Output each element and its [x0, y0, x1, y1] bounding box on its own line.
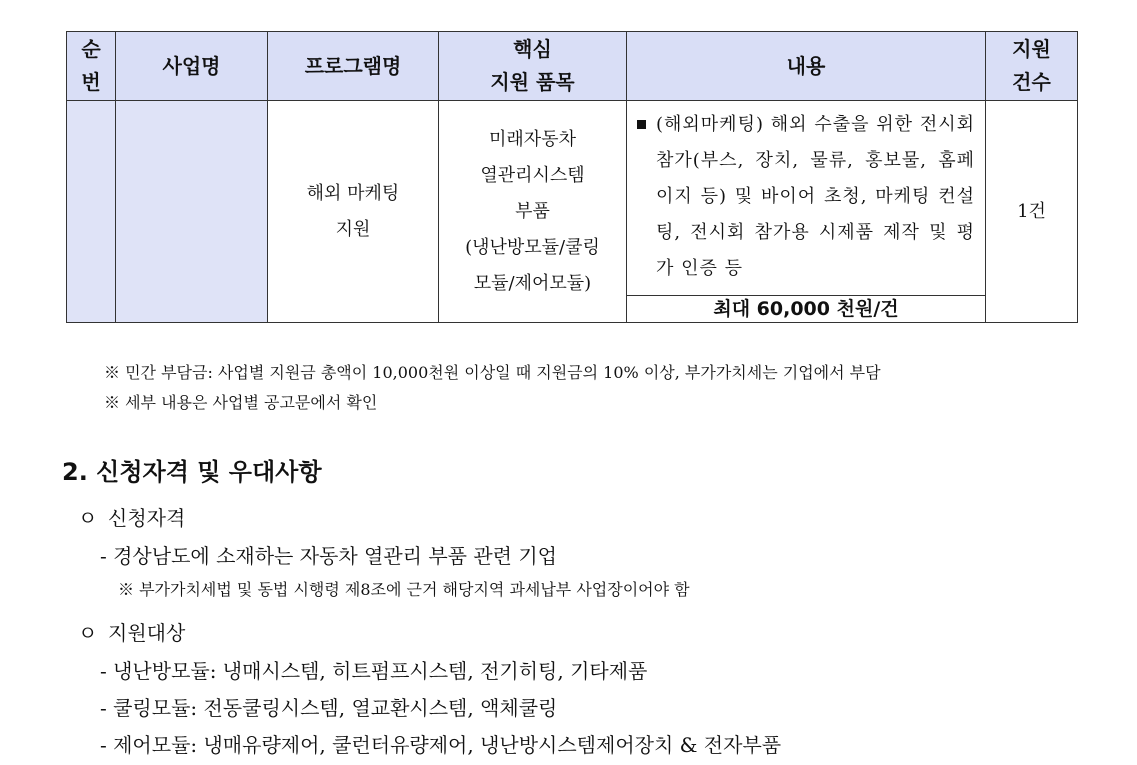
header-core-items: [439, 32, 627, 101]
target-item-control: - 제어모듈: 냉매유량제어, 쿨런터유량제어, 냉난방시스템제어장치 & 전자부품: [100, 733, 782, 757]
header-count-line1: 지원: [1012, 37, 1051, 61]
header-no: [67, 32, 116, 101]
program-line2: 지원: [335, 218, 371, 240]
content-bullet: [637, 107, 975, 287]
note-private-share: ※ 민간 부담금: 사업별 지원금 총액이 10,000천원 이상일 때 지원금의 10% 이상, 부가가치세는 기업에서 부담: [104, 363, 881, 382]
note-details: ※ 세부 내용은 사업별 공고문에서 확인: [104, 393, 378, 412]
header-program: 프로그램명: [268, 32, 439, 101]
header-content: 내용: [627, 32, 986, 101]
cell-content: [627, 101, 986, 296]
content-text: (해외마케팅) 해외 수출을 위한 전시회 참가(부스, 장치, 물류, 홍보물, 홈페이지 등) 및 바이어 초청, 마케팅 컨설팅, 전시회 참가용 시제품 제작 및 평가 인증 등: [656, 114, 975, 279]
program-line1: 해외 마케팅: [306, 182, 400, 204]
cell-no: [67, 101, 116, 323]
header-no-line2: 번: [81, 70, 101, 94]
core-item-line5: 모듈/제어모듈): [473, 272, 592, 294]
table-header-row: [67, 32, 1078, 101]
header-no-line1: 순: [81, 37, 101, 61]
eligibility-note: ※ 부가가치세법 및 동법 시행령 제8조에 근거 해당지역 과세납부 사업장이어야 함: [118, 580, 690, 599]
header-count-line2: 건수: [1012, 70, 1051, 94]
cell-business: [116, 101, 268, 323]
table-notes: [104, 358, 881, 418]
cell-core-items: [439, 101, 627, 323]
eligibility-label: 신청자격: [108, 506, 186, 530]
eligibility-item: - 경상남도에 소재하는 자동차 열관리 부품 관련 기업: [100, 544, 557, 568]
cell-program: [268, 101, 439, 323]
core-item-line2: 열관리시스템: [480, 164, 585, 186]
eligibility-heading: [78, 502, 185, 531]
table-row: [67, 101, 1078, 296]
header-count: [986, 32, 1078, 101]
cell-count: 1건: [986, 101, 1078, 323]
cell-max-amount: 최대 60,000 천원/건: [627, 296, 986, 323]
circle-marker-icon: ㅇ: [78, 621, 98, 645]
target-item-heating: - 냉난방모듈: 냉매시스템, 히트펌프시스템, 전기히팅, 기타제품: [100, 659, 648, 683]
circle-marker-icon: ㅇ: [78, 506, 98, 530]
target-item-cooling: - 쿨링모듈: 전동쿨링시스템, 열교환시스템, 액체쿨링: [100, 696, 558, 720]
square-bullet-icon: [637, 120, 646, 129]
header-business: 사업명: [116, 32, 268, 101]
core-item-line4: (냉난방모듈/쿨링: [465, 236, 600, 258]
core-item-line1: 미래자동차: [489, 128, 576, 150]
support-table: [66, 31, 1078, 323]
section-title: 2. 신청자격 및 우대사항: [62, 458, 322, 486]
header-core-line1: 핵심: [513, 37, 552, 61]
header-core-line2: 지원 품목: [490, 70, 575, 94]
core-item-line3: 부품: [515, 200, 550, 222]
targets-heading: [78, 617, 185, 646]
targets-label: 지원대상: [108, 621, 186, 645]
